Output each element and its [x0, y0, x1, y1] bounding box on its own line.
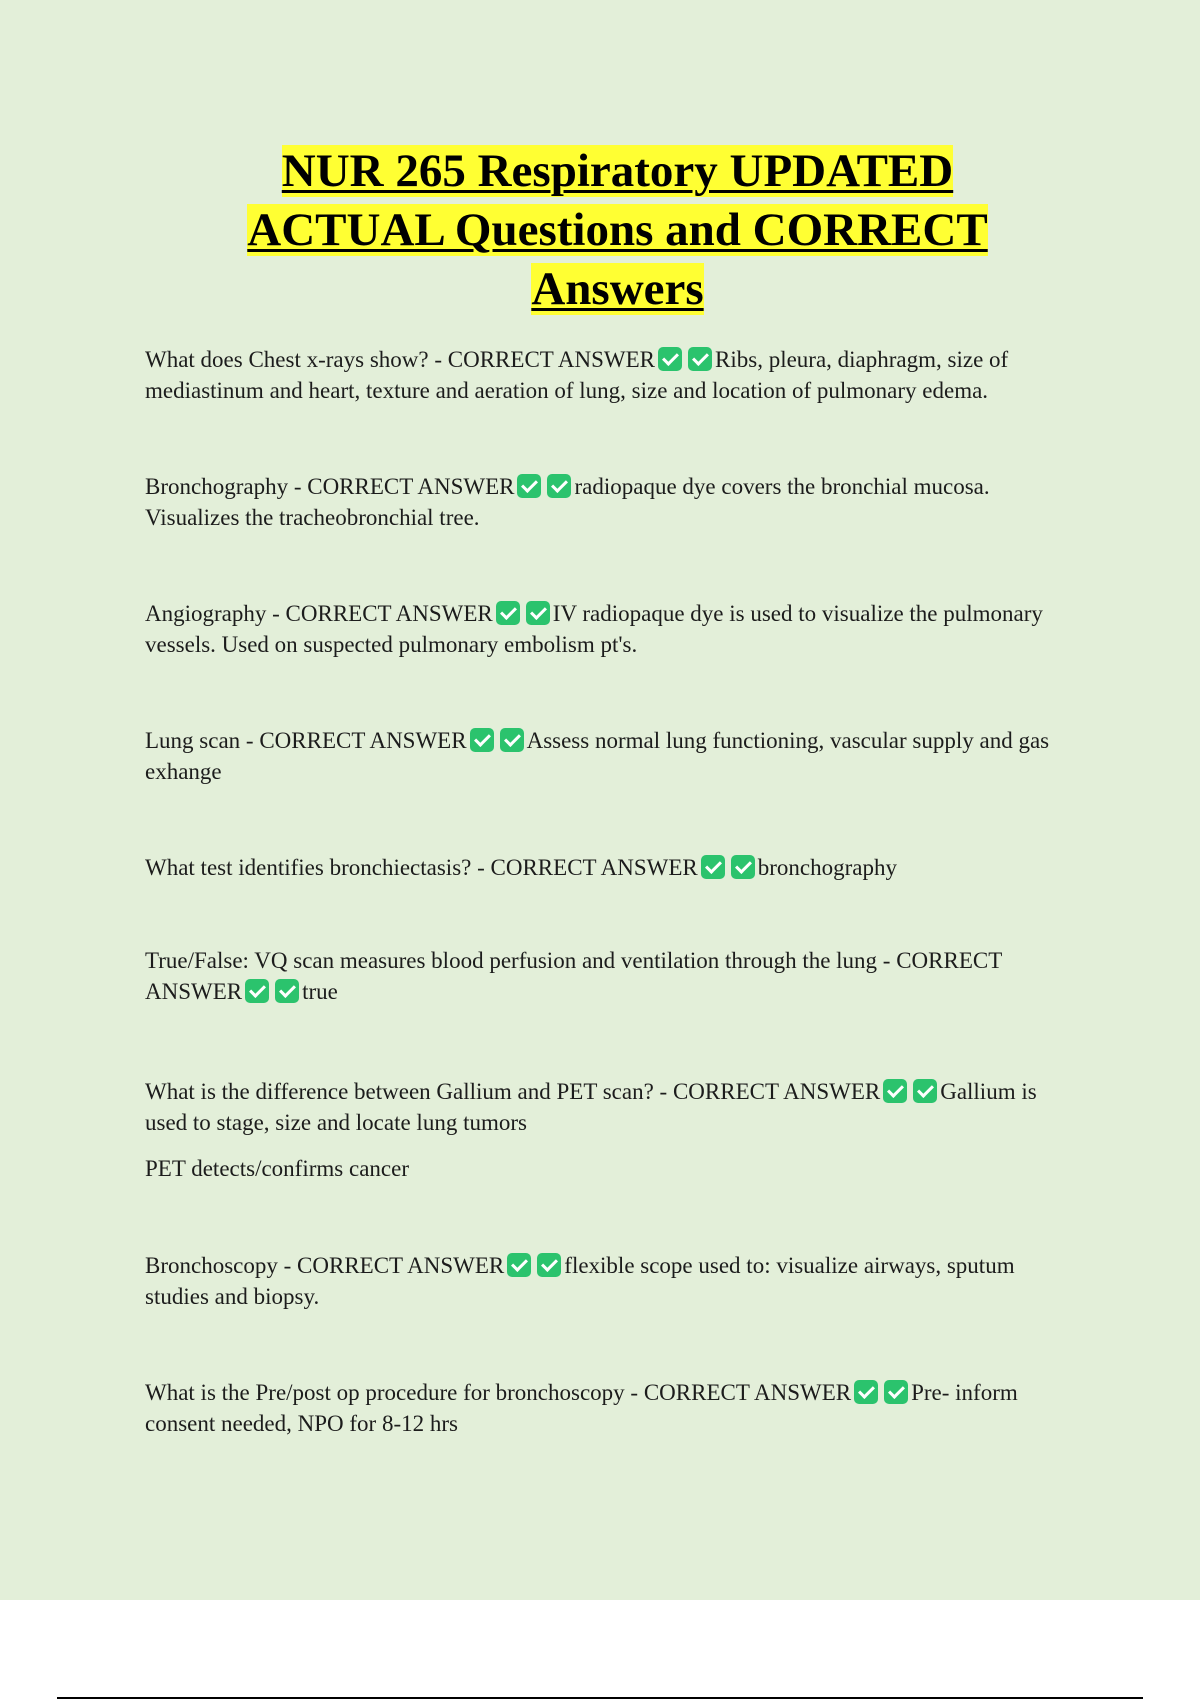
qa-text — [145, 1377, 1075, 1439]
qa-item — [145, 344, 1075, 406]
question-text: True/False: VQ scan measures blood perfusion and ventilation through the lung - CORRECT ANSWER — [145, 948, 1002, 1004]
answer-text: Pre- inform consent needed, NPO for 8-12 hrs — [145, 1380, 1018, 1436]
answer-extra-text: PET detects/confirms cancer — [145, 1156, 409, 1181]
green-checkmark-icon — [470, 728, 494, 752]
qa-item — [145, 1377, 1075, 1439]
green-checkmark-icon — [854, 1380, 878, 1404]
green-checkmark-icon — [537, 1253, 561, 1277]
qa-item — [145, 1076, 1075, 1184]
title-line-1: NUR 265 Respiratory UPDATED — [281, 145, 954, 197]
answer-text: flexible scope used to: visualize airways, sputum studies and biopsy. — [145, 1253, 1015, 1309]
title-line-3: Answers — [531, 263, 704, 315]
green-checkmark-icon — [884, 1380, 908, 1404]
green-checkmark-icon — [731, 855, 755, 879]
answer-text: radiopaque dye covers the bronchial mucosa. Visualizes the tracheobronchial tree. — [145, 474, 990, 530]
green-checkmark-icon — [507, 1253, 531, 1277]
green-checkmark-icon — [496, 601, 520, 625]
question-text: What is the Pre/post op procedure for bronchoscopy - CORRECT ANSWER — [145, 1380, 852, 1405]
green-checkmark-icon — [517, 474, 541, 498]
qa-text — [145, 1076, 1075, 1138]
green-checkmark-icon — [275, 979, 299, 1003]
qa-item — [145, 1250, 1075, 1312]
green-checkmark-icon — [913, 1079, 937, 1103]
green-checkmark-icon — [500, 728, 524, 752]
question-text: What is the difference between Gallium and PET scan? - CORRECT ANSWER — [145, 1079, 881, 1104]
qa-item — [145, 598, 1075, 660]
answer-text: Gallium is used to stage, size and locate lung tumors — [145, 1079, 1037, 1135]
title-line-2: ACTUAL Questions and CORRECT — [247, 204, 988, 256]
question-text: Lung scan - CORRECT ANSWER — [145, 728, 467, 753]
qa-item — [145, 852, 1075, 883]
question-text: What test identifies bronchiectasis? - CORRECT ANSWER — [145, 855, 698, 880]
qa-item — [145, 471, 1075, 533]
answer-text: Ribs, pleura, diaphragm, size of mediastinum and heart, texture and aeration of lung, size and location of pulmonary edema. — [145, 347, 1009, 403]
green-checkmark-icon — [701, 855, 725, 879]
document-title — [150, 142, 1085, 319]
question-text: Angiography - CORRECT ANSWER — [145, 601, 493, 626]
green-checkmark-icon — [547, 474, 571, 498]
qa-text — [145, 598, 1075, 660]
green-checkmark-icon — [688, 347, 712, 371]
qa-text — [145, 471, 1075, 533]
answer-text: bronchography — [757, 855, 898, 880]
answer-text: IV radiopaque dye is used to visualize the pulmonary vessels. Used on suspected pulmonary embolism pt's. — [145, 601, 1043, 657]
green-checkmark-icon — [658, 347, 682, 371]
qa-text — [145, 1250, 1075, 1312]
qa-text — [145, 945, 1075, 1007]
question-text: What does Chest x-rays show? - CORRECT ANSWER — [145, 347, 656, 372]
question-text: Bronchography - CORRECT ANSWER — [145, 474, 515, 499]
answer-text: Assess normal lung functioning, vascular supply and gas exhange — [145, 728, 1050, 784]
green-checkmark-icon — [245, 979, 269, 1003]
question-text: Bronchoscopy - CORRECT ANSWER — [145, 1253, 505, 1278]
qa-text — [145, 725, 1075, 787]
answer-text: true — [302, 979, 338, 1004]
green-checkmark-icon — [526, 601, 550, 625]
qa-item — [145, 945, 1075, 1007]
green-checkmark-icon — [883, 1079, 907, 1103]
qa-item — [145, 725, 1075, 787]
page-separator-line — [57, 1697, 1143, 1699]
qa-text — [145, 852, 1075, 883]
qa-text — [145, 344, 1075, 406]
